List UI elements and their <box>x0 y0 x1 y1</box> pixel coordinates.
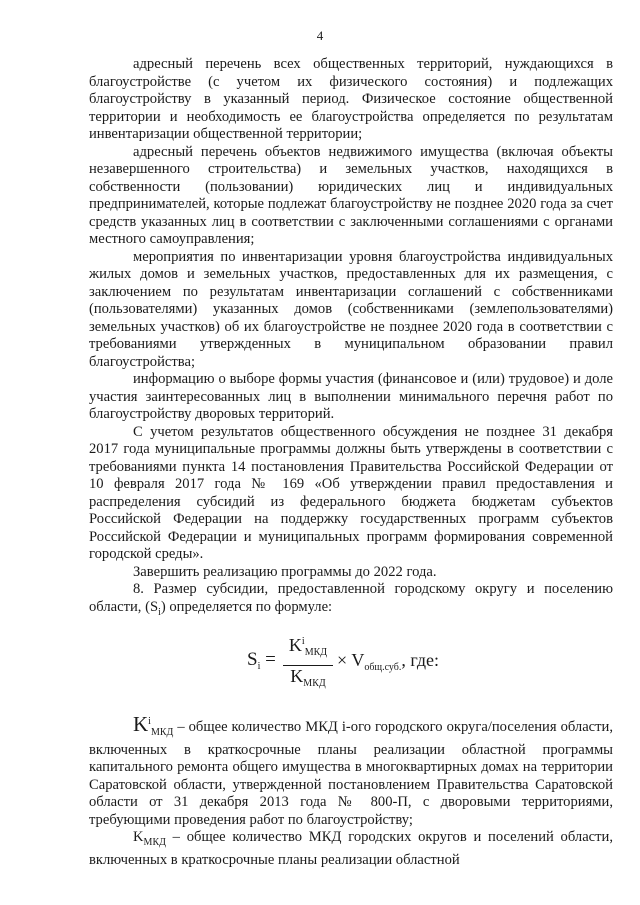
definition-k-mkd: $K_{МКД}$ – общее количество МКД городских округов и поселений области, включенных в краткосрочные планы реализации областной <box>89 829 613 868</box>
def1-symbol: K <box>133 712 149 736</box>
formula-lhs: $S_i$ = <box>247 649 276 672</box>
item8-text-b: ) определяется по формуле: <box>160 598 333 615</box>
formula-fraction <box>283 633 333 692</box>
item8-subscript: i <box>158 606 161 618</box>
def1-text: – общее количество МКД i-ого городского округа/поселения области, включенных в краткосрочные планы реализации областной программы капитального ремонта общего имущества в многоквартирных домах на территории Саратовской области, утвержденной постановлением Правительства Саратовской области от 31 декабря 2013 года № 800-П, с дворовыми территориями, требующими проведения работ по благоустройству; <box>89 719 613 828</box>
paragraph: мероприятия по инвентаризации уровня благоустройства индивидуальных жилых домов и земельных участков, предоставленных для их размещения, с заключением по результатам инвентаризации соглашений с собственниками (пользователями) указанных домов (собственниками (землепользователями) земельных участков) об их благоустройстве не позднее 2020 года в соответствии с требованиями утвержденных в муниципальном образовании правил благоустройства; <box>89 248 613 370</box>
formula-rhs: × $V_{общ.суб.}$, где: <box>337 650 440 673</box>
def2-symbol: K <box>133 829 144 845</box>
subsidy-formula <box>89 631 613 705</box>
paragraph: адресный перечень всех общественных территорий, нуждающихся в благоустройстве (с учетом их физического состояния) и подлежащих благоустройству в указанный период. Физическое состояние общественной территории и необходимость ее благоустройства определяется по результатам инвентаризации общественной территории; <box>89 56 613 142</box>
definition-k-i-mkd: $K^i_{МКД}$ – общее количество МКД i-ого городского округа/поселения области, включенных в краткосрочные планы реализации областной программы капитального ремонта общего имущества в многоквартирных домах на территории Саратовской области, утвержденной постановлением Правительства Саратовской области от 31 декабря 2013 года № 800-П, с дворовыми территориями, требующими проведения работ по благоустройству; <box>89 712 613 828</box>
item8-text-a: 8. Размер субсидии, предоставленной городскому округу и поселению области, (S <box>89 581 613 615</box>
def2-text: – общее количество МКД городских округов и поселений области, включенных в краткосрочные планы реализации областной <box>89 829 613 868</box>
paragraph: адресный перечень объектов недвижимого имущества (включая объекты незавершенного строительства) и земельных участков, находящихся в собственности (пользовании) юридических лиц и индивидуальных предпринимателей, которые подлежат благоустройству не позднее 2020 года за счет средств указанных лиц в соответствии с заключенными соглашениями с органами местного самоуправления; <box>89 143 613 247</box>
paragraph: С учетом результатов общественного обсуждения не позднее 31 декабря 2017 года муниципальные программы должны быть утверждены в соответствии с требованиями пункта 14 постановления Правительства Российской Федерации от 10 февраля 2017 года № 169 «Об утверждении правил предоставления и распределения субсидий из федерального бюджета бюджетам субъектов Российской Федерации на поддержку государственных программ субъектов Российской Федерации и муниципальных программ формирования современной городской среды». <box>89 423 613 562</box>
page-number: 4 <box>316 28 324 43</box>
formula-denominator: $K_{МКД}$ <box>290 665 326 689</box>
paragraph: Завершить реализацию программы до 2022 года. <box>133 563 437 580</box>
paragraph-item-8 <box>89 581 613 621</box>
paragraph: информацию о выборе формы участия (финансовое и (или) трудовое) и доле участия заинтересованных лиц в выполнении минимального перечня работ по благоустройству дворовых территорий. <box>89 371 613 422</box>
document-body <box>89 56 613 869</box>
formula-numerator: $K^i_{МКД}$ <box>283 633 333 666</box>
